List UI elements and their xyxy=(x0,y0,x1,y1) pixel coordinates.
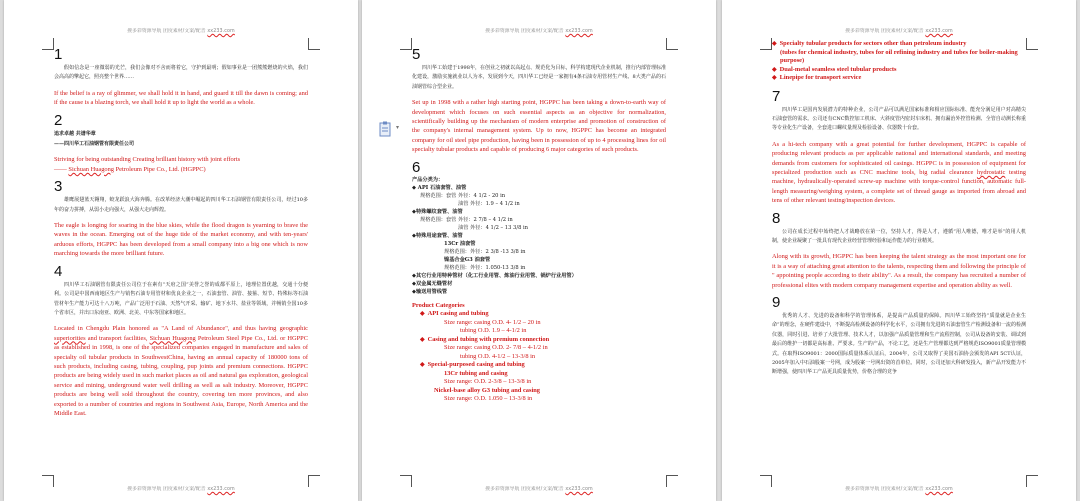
crop-mark-top-left xyxy=(760,38,772,50)
list-item: ◆ Specialty tubular products for sectors other than petroleum industry xyxy=(772,40,1026,49)
page-body xyxy=(54,46,308,423)
english-slogan xyxy=(54,155,308,174)
chinese-company-name: ——四川华工石油钢管有限责任公司 xyxy=(54,141,135,148)
header-link[interactable]: xx233.com xyxy=(207,29,235,34)
english-paragraph: If the belief is a ray of glimmer, we shall hold it in hand, and guard it till the dawn is coming; and if the cause is a blazing torch, we shall hold it up to light the world as a whole. xyxy=(54,89,308,107)
chinese-paragraph: 公司在成长过程中始终把人才战略放在第一位，坚持人才，得是人才，遵循“用人唯德，唯才是举”的用人机制，使企业凝聚了一批具有现代企业经营管理经验和运作能力的行业精英。 xyxy=(772,228,1026,244)
list-item: ◆ Linepipe for transport service xyxy=(772,74,1026,83)
crop-mark-top-left xyxy=(400,38,412,50)
chinese-paragraph: 四川华工始建于1998年，在创业之初就以高起点、规范化为目标，科学构建现代企业机制，推行内部管理标准化建设，激励实施就业以人为本，发展到今天，四川华工已经是一家拥有4条石油专用管材生产线、8大类产品的石油钢管综合型企业。 xyxy=(412,65,666,90)
crop-mark-top-right xyxy=(308,38,320,50)
section-number: 1 xyxy=(54,46,63,63)
list-item: 规格范围：套管 外径：4 1/2 - 20 in xyxy=(420,192,506,199)
spellcheck-underline: hydrostatic xyxy=(976,168,1006,176)
list-item: Size range: casing O.D. 2- 7/8 – 4-1/2 in xyxy=(444,344,548,352)
list-item: 油管 外径：1.9 – 4 1/2 in xyxy=(458,200,520,207)
crop-mark-top-right xyxy=(666,38,678,50)
list-item: ◆ API 石油套管、油管 xyxy=(412,184,467,191)
chinese-paragraph: 四川华工是国内发展潜力的特种企业，公司产品可以满足国家标准和相应国际标准、能充分满足用户对高精尖石油套管的需求。公司还有CNC数控加工机床、大斜度管内密封车床机、拥有漏治外控管检测、全管自动测长称重等专业化生产设备，全套进口螺纹量规及检验设备、仪器数十台套。 xyxy=(772,106,1026,132)
spellcheck-underline: superiorities xyxy=(54,334,86,342)
document-paste-icon[interactable] xyxy=(379,121,393,137)
section-number: 7 xyxy=(772,87,781,105)
crop-mark-top-right xyxy=(1026,38,1038,50)
list-item: 产品分类为： xyxy=(412,176,444,183)
document-page-2 xyxy=(362,0,716,501)
list-item: 油管 外径：4 1/2 – 13 3/8 in xyxy=(458,224,529,231)
english-paragraph: Along with its growth, HGPPC has been keeping the talent strategy as the most important one for it is a way of attaching great attention to the talents, respecting them and following the principle of " appointing people according to their ability". As a result, the company has recruited a number of professional elites with modern company management expertise and operation ability as well. xyxy=(772,253,1026,289)
list-item: Size range: O.D. 2-3/8 – 13-3/8 in xyxy=(444,378,532,386)
english-company-line: —— Sichuan Huagong Petroleum Pipe Co., Ltd. (HGPPC) xyxy=(54,165,206,173)
section-number: 8 xyxy=(772,209,781,227)
list-item: 13Cr 油套管 xyxy=(444,240,476,247)
list-item: ◆其它行业用特种管材（化工行业用管、炼油行业用管、锅炉行业用管） xyxy=(412,272,577,279)
chinese-product-list xyxy=(412,176,666,296)
list-item: Product Categories xyxy=(412,301,465,309)
footer-link[interactable]: xx233.com xyxy=(207,487,235,492)
list-item: ◆ Special-purposed casing and tubing xyxy=(412,361,666,370)
list-item: tubing O.D. 1.9 – 4-1/2 in xyxy=(460,327,527,335)
page-body xyxy=(772,40,1026,378)
list-item: 13Cr tubing and casing xyxy=(444,369,508,377)
list-item: ◆双金属无缝管材 xyxy=(412,280,453,287)
list-item: ◆ Dual-metal seamless steel tubular products xyxy=(772,66,1026,75)
page-footer: 搜多彩资源导航 团度素材/文案/配音 xx233.com xyxy=(485,487,593,492)
header-link[interactable]: xx233.com xyxy=(925,29,953,34)
list-item: ◆输送用管线管 xyxy=(412,288,448,295)
section-number: 4 xyxy=(54,262,63,280)
english-paragraph: Located in Chengdu Plain honored as "A Land of Abundance", and thus having geographic superiorities and transport facilities, Sichuan Huagong Petroleum Steel Pipe Co., Ltd. or HGPPC as established in 1998, is one of the specialized companies engaged in manufacture and sales of specialty oil tubular products in SouthwestChina, having an annual capacity of 180000 tons of such products, including casing, tubing, coupling, pup joints and premium connections. HGPPC products are being widely used in such market places as oil and natural gas exploration, geological service and mining, underground water well drilling as well as salt industry. Moreover, HGPPC products are being well sold throughout the country, covering ten more provinces, and also exported to a number of countries and regions in Southwest Asia, Europe, North America and the Middle East. xyxy=(54,325,308,417)
section-number: 2 xyxy=(54,111,63,129)
section-number: 6 xyxy=(412,158,421,176)
english-paragraph: The eagle is longing for soaring in the blue skies, while the flood dragon is yearning to brave the waves in the ocean. Emerging out of the huge tide of the market economy, and with ten-years' arduous efforts, HGPPC has been developed from a small company into a big one which is now marching towards the more brilliant future. xyxy=(54,222,308,258)
chinese-paragraph: 优秀的人才、先进的设备和科学的管理体系，是提高产品质量的保障。四川华工始终坚持“质量就是企业生命”的理念，在硬件建设中，不断提高检测设备的科学化水平，公司拥有先进的石油套管生产检测设备和一流的检测仪器，同时引进、培养了大批管理、技术人才，以加强产品质量管理和生产流程控制，公司从设备的安装、调试到最后的维护一切都是高标准、严要求。生产的产品，不论工艺，还是生产管理都达到严格规范ISO9001质量管理模式。在取得ISO9001：2000国际质量体系认证后，2004年，公司又取得了美国石油协会颁发的API 5CT认证，2005年加入中石油股案一号网，成为股案一号网出资的首单位。同时，公司还加大科研发投入，新产品开发能力不断增强，使四川华工产品更具质量优势，价格合理的竞争 xyxy=(772,313,1026,376)
chinese-slogan: 追求卓越 共谱华章 xyxy=(54,130,96,137)
list-item: ◆特殊用途套管、油管 xyxy=(412,232,463,239)
list-item: (tubes for chemical industry, tubes for oil refining industry and tubes for boiler-making purpose) xyxy=(780,48,1018,64)
crop-mark-top-left xyxy=(42,38,54,50)
page-footer: 搜多彩资源导航 团度素材/文案/配音 xx233.com xyxy=(845,487,953,492)
footer-link[interactable]: xx233.com xyxy=(565,487,593,492)
page-header: 搜多彩资源导航 团度素材/文案/配音 xx233.com xyxy=(845,29,953,34)
section-number: 9 xyxy=(772,294,781,311)
list-item: Nickel-base alloy G3 tubing and casing xyxy=(434,386,540,394)
chevron-down-icon[interactable]: ▾ xyxy=(396,124,400,131)
section-number: 3 xyxy=(54,178,63,196)
list-item: 镍基合金G3 油套管 xyxy=(444,256,491,263)
english-slogan-line: Striving for being outstanding Creating brilliant history with joint efforts xyxy=(54,156,241,164)
english-paragraph: As a hi-tech company with a great potential for further development, HGPPC is capable of producing relevant products as per applicable national and international standards, and meeting demands from customers for sophisticated oil casings. HGPPC is in possession of equipment for specialized production such as CNC machine tools, big radial clearance hydrostatic testing machine, hydraulically-operated screw-up machine with torque-control function, automatic full-length measuring/weighing system, a complete set of thread gauge as imported from abroad and tens of other relevant testing/inspection devices. xyxy=(772,140,1027,205)
list-item: 规格范围：外径：1.050-13 3/8 in xyxy=(444,264,526,271)
page-header: 搜多彩资源导航 团度素材/文案/配音 xx233.com xyxy=(485,29,593,34)
english-product-list-continued xyxy=(772,40,1026,83)
list-item: ◆ Casing and tubing with premium connection xyxy=(412,336,666,345)
english-product-list xyxy=(412,302,666,404)
list-item: 规格范围：外径：2 3/8 -13 3/8 in xyxy=(444,248,526,255)
document-page-3 xyxy=(722,0,1076,501)
spellcheck-underline: Sichuan Huagong xyxy=(68,165,115,173)
list-item: Size range: O.D. 1.050 – 13-3/8 in xyxy=(444,395,533,403)
page-header: 搜多彩资源导航 团度素材/文案/配音 xx233.com xyxy=(127,29,235,34)
list-item: tubing O.D. 4-1/2 – 13-3/8 in xyxy=(460,352,536,360)
page-footer: 搜多彩资源导航 团度素材/文案/配音 xx233.com xyxy=(127,487,235,492)
list-item: ◆ API casing and tubing xyxy=(412,310,666,319)
chinese-paragraph: 雄鹰展翅蓝天翱翔，蛟龙跃浪大海奔腾。在改革经济大潮中崛起的四川华工石油钢管有限责任公司，经过10多年的奋力拼搏，从弱小走向强大，从强大走向辉煌。 xyxy=(54,197,308,213)
footer-link[interactable]: xx233.com xyxy=(925,487,953,492)
document-page-1 xyxy=(4,0,358,501)
chinese-paragraph: 假如信念是一座微弱的光芒，我们会像对不舍而将着它，守护到最明；假如事业是一团熊熊燃烧的火焰，我们会高高的擎起它，照亮整个世界…… xyxy=(54,65,308,81)
list-item: ◆特殊螺纹套管、油管 xyxy=(412,208,463,215)
list-item: Size range: casing O.D. 4- 1/2 – 20 in xyxy=(444,318,541,326)
page-body xyxy=(412,46,666,404)
section-number: 5 xyxy=(412,46,421,63)
header-link[interactable]: xx233.com xyxy=(565,29,593,34)
spellcheck-underline: Sichuan Huagong xyxy=(149,334,196,342)
chinese-paragraph: 四川华工石油钢管有限责任公司位于在素有“天府之国”美誉之誉的成都平原上，地理位置优越，交通十分便利。公司是中国西南地区生产与销售石油专用管材和优良企业之一，石油套管、油管、接箍、短节、特殊标等石油管材年生产能力可达十八万吨，产品广泛用于石油、天然气开采、输矿、地下水井、盐业等领域，并畅销全国10多个省市区，并出口东南亚、欧洲、北美、中东等国家和地区。 xyxy=(54,281,308,316)
english-paragraph: Set up in 1998 with a rather high starting point, HGPPC has been taking a down-to-earth way of development which focuses on such essential aspects as an objective for normalization, scientifically building up the mechanism of modern enterprise and promotion of construction of the company's internal management system. Up to now, HGPPC has become an integrated company for oil steel pipe production, having been in possession of up to 4 processing lines for oil specialty tubular products and capable of producing 6 major categories of such products. xyxy=(412,99,666,154)
list-item: 规格范围：套管 外径：2 7/8 – 4 1/2 in xyxy=(420,216,513,223)
